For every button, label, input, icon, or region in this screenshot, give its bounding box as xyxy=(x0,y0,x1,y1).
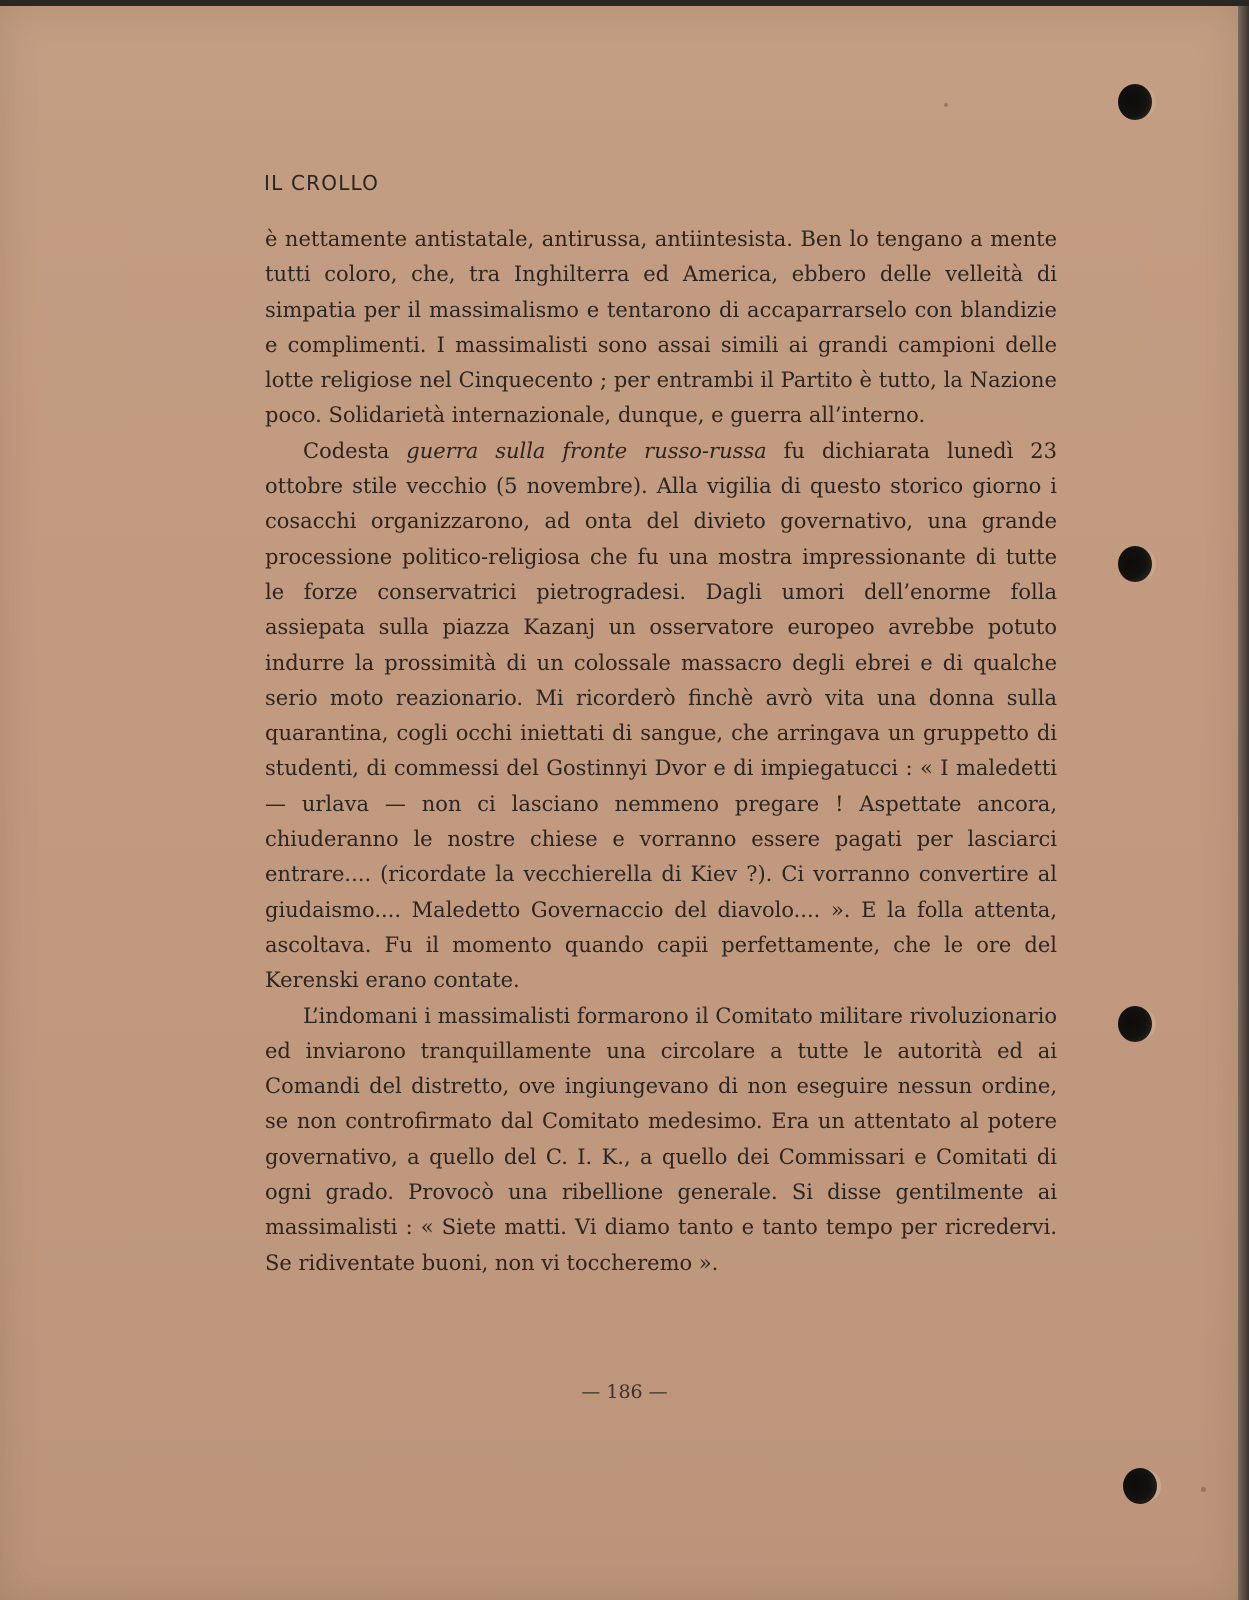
page-number: — 186 — xyxy=(581,1381,668,1403)
binder-hole xyxy=(1118,546,1152,582)
text-segment: Codesta xyxy=(303,438,407,463)
running-head: IL CROLLO xyxy=(264,171,380,195)
paper-speck xyxy=(944,103,948,107)
paragraph xyxy=(265,999,1057,1281)
binder-hole xyxy=(1118,84,1152,120)
binder-hole xyxy=(1123,1468,1157,1504)
paper-speck xyxy=(1201,1487,1206,1492)
paragraph xyxy=(265,434,1057,999)
page-edge-shadow xyxy=(1238,6,1249,1600)
body-text xyxy=(265,222,1057,1281)
text-segment: fu dichiarata lunedì 23 ottobre stile vecchio (5 novembre). Alla vigilia di questo storico giorno i cosacchi organizzarono, ad onta del divieto governativo, una grande processione politico-religiosa che fu una mostra impressionante di tutte le forze conservatrici pietrogradesi. Dagli umori dell’enorme folla assiepata sulla piazza Kazanj un osservatore europeo avrebbe potuto indurre la prossimità di un colossale massacro degli ebrei e di qualche serio moto reazionario. Mi ricorderò finchè avrò vita una donna sulla quarantina, cogli occhi iniettati di sangue, che arringava un gruppetto di studenti, di commessi del Gostinnyi Dvor e di impiegatucci : « I maledetti — urlava — non ci lasciano nemmeno pregare ! Aspettate ancora, chiuderanno le nostre chiese e vorranno essere pagati per lasciarci entrare.... (ricordate la vecchierella di Kiev ?). Ci vorranno convertire al giudaismo.... Maledetto Governaccio del diavolo.... ». E la folla attenta, ascoltava. Fu il momento quando capii perfettamente, che le ore del Kerenski erano contate. xyxy=(265,438,1057,993)
text-segment: L’indomani i massimalisti formarono il Comitato militare rivoluzionario ed inviarono tranquillamente una circolare a tutte le autorità ed ai Comandi del distretto, ove ingiungevano di non eseguire nessun ordine, se non controfirmato dal Comitato medesimo. Era un attentato al potere governativo, a quello del C. I. K., a quello dei Commissari e Comitati di ogni grado. Provocò una ribellione generale. Si disse gentilmente ai massimalisti : « Siete matti. Vi diamo tanto e tanto tempo per ricredervi. Se ridiventate buoni, non vi toccheremo ». xyxy=(265,1003,1057,1275)
binder-hole xyxy=(1118,1006,1152,1042)
text-segment: è nettamente antistatale, antirussa, antiintesista. Ben lo tengano a mente tutti coloro, che, tra Inghilterra ed America, ebbero delle velleità di simpatia per il massimalismo e tentarono di accaparrarselo con blandizie e complimenti. I massimalisti sono assai simili ai grandi campioni delle lotte religiose nel Cinquecento ; per entrambi il Partito è tutto, la Nazione poco. Solidarietà internazionale, dunque, e guerra all’interno. xyxy=(265,227,1057,428)
paragraph xyxy=(265,222,1057,434)
italic-phrase: guerra sulla fronte russo-russa xyxy=(406,438,767,463)
